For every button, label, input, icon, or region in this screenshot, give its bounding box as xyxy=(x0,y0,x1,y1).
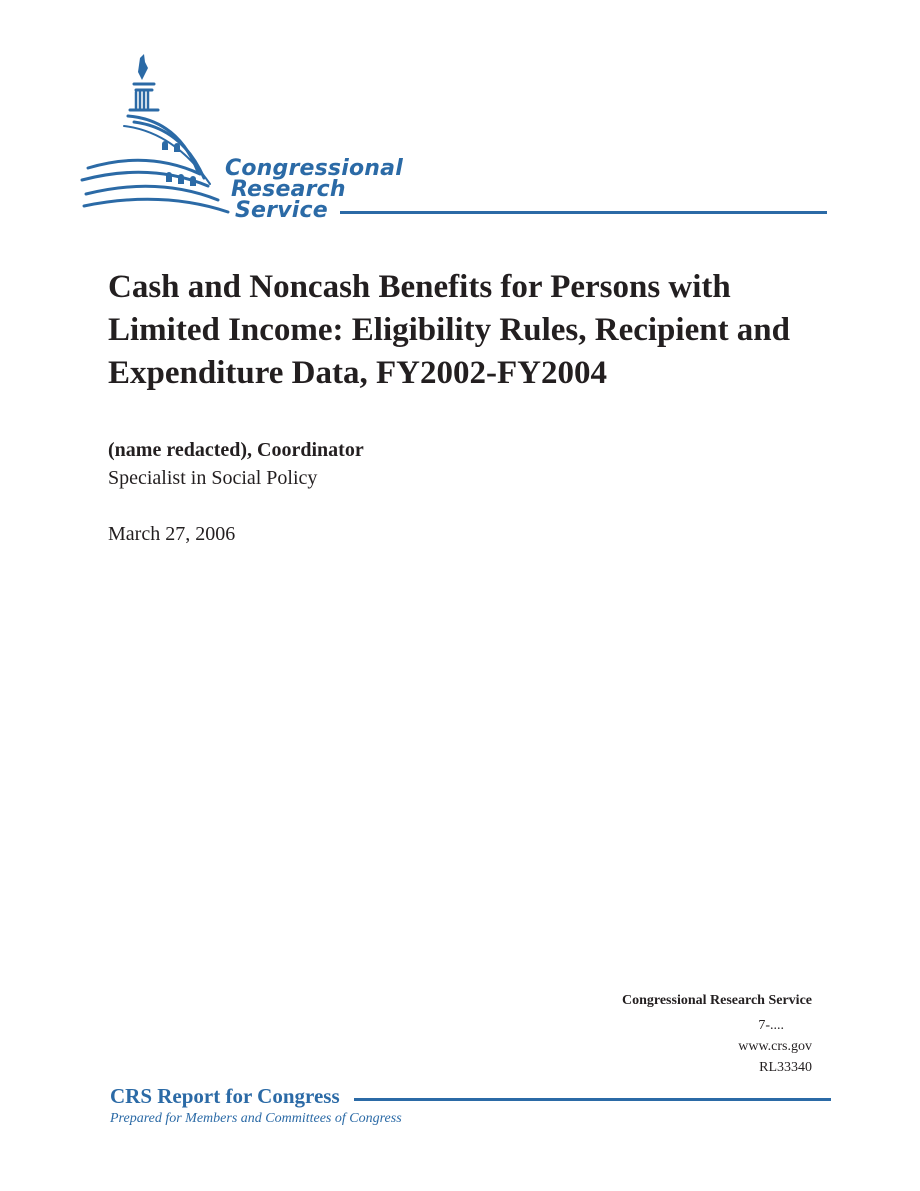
report-date: March 27, 2006 xyxy=(108,523,236,545)
report-title: Cash and Noncash Benefits for Persons with Limited Income: Eligibility Rules, Recipient and Expenditure Data, FY2002-FY2004 xyxy=(108,269,791,391)
author-role: Specialist in Social Policy xyxy=(108,467,318,489)
publisher-block xyxy=(622,990,812,1078)
logo-text-service: Service xyxy=(235,198,328,223)
report-number: RL33340 xyxy=(759,1060,812,1075)
footer-subtitle: Prepared for Members and Committees of Congress xyxy=(110,1111,402,1126)
logo-text-congressional: Congressional xyxy=(225,156,403,181)
publisher-org: Congressional Research Service xyxy=(621,993,812,1008)
publisher-phone: 7-.... xyxy=(758,1018,784,1033)
crs-logo xyxy=(78,50,838,230)
publisher-website[interactable]: www.crs.gov xyxy=(738,1039,812,1054)
footer-rule xyxy=(354,1098,831,1101)
logo-rule xyxy=(340,211,827,214)
report-author: (name redacted), Coordinator xyxy=(108,439,364,461)
logo-text-research: Research xyxy=(231,177,346,202)
footer-title: CRS Report for Congress xyxy=(110,1084,340,1108)
